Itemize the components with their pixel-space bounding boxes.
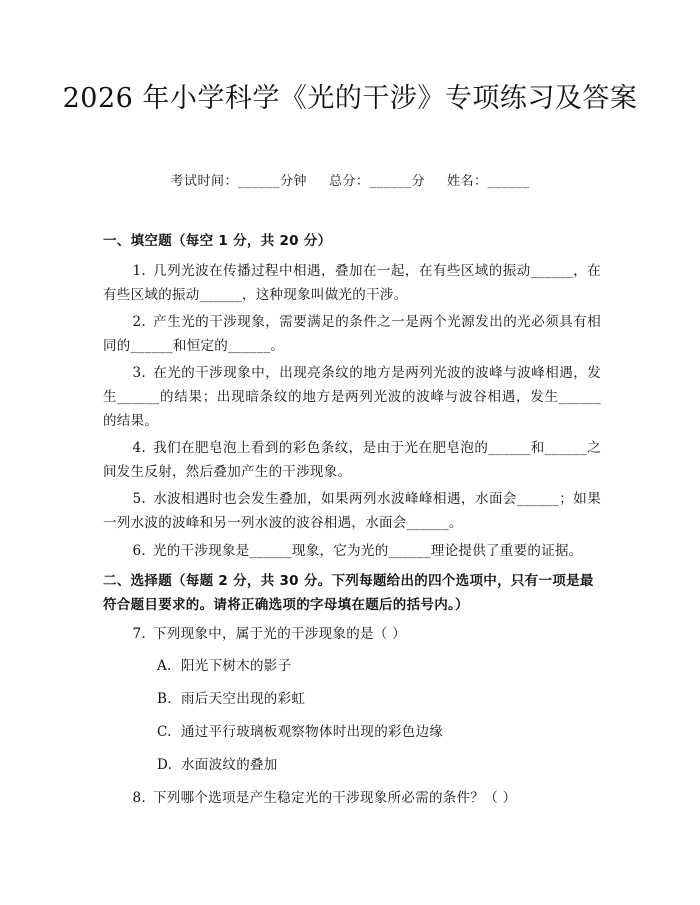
question-3 <box>103 361 601 433</box>
option-text: 通过平行玻璃板观察物体时出现的彩色边缘 <box>181 724 444 740</box>
option-letter: B. <box>157 691 172 707</box>
option-text: 雨后天空出现的彩虹 <box>181 691 306 707</box>
option-d <box>157 754 597 776</box>
question-text: 光的干涉现象是______现象，它为光的______理论提供了重要的证据。 <box>153 543 583 559</box>
option-letter: D. <box>157 757 173 773</box>
question-text: 在光的干涉现象中，出现亮条纹的地方是两列光波的波峰与波峰相遇，发生______的结果；出现暗条纹的地方是两列光波的波峰与波谷相遇，发生______的结果。 <box>103 365 601 429</box>
page-title: 2026 年小学科学《光的干涉》专项练习及答案 <box>62 83 638 114</box>
total-score-field: 总分：______分 <box>328 174 425 189</box>
question-text: 下列现象中，属于光的干涉现象的是（ ） <box>153 626 406 642</box>
question-4 <box>103 436 601 484</box>
option-a <box>157 655 597 677</box>
option-letter: A. <box>157 658 172 674</box>
question-8 <box>103 786 601 810</box>
question-text: 几列光波在传播过程中相遇，叠加在一起，在有些区域的振动______，在有些区域的振动______，这种现象叫做光的干涉。 <box>103 263 601 303</box>
section-heading-fill-in: 一、填空题（每空 1 分，共 20 分） <box>103 233 332 249</box>
option-c <box>157 721 597 743</box>
question-text: 我们在肥皂泡上看到的彩色条纹，是由于光在肥皂泡的______和______之间发生反射，然后叠加产生的干涉现象。 <box>103 440 601 480</box>
question-number: 4. <box>132 440 146 456</box>
option-letter: C. <box>157 724 172 740</box>
question-text: 水波相遇时也会发生叠加，如果两列水波峰峰相遇，水面会______；如果一列水波的波峰和另一列水波的波谷相遇，水面会______。 <box>103 491 601 531</box>
question-text: 产生光的干涉现象，需要满足的条件之一是两个光源发出的光必须具有相同的______和恒定的______。 <box>103 314 601 354</box>
question-number: 1. <box>132 263 146 279</box>
question-5 <box>103 487 601 535</box>
exam-time-field: 考试时间：______分钟 <box>170 174 307 189</box>
question-2 <box>103 310 601 358</box>
question-number: 6. <box>132 543 146 559</box>
question-text: 下列哪个选项是产生稳定光的干涉现象所必需的条件？（ ） <box>153 790 517 806</box>
question-7 <box>103 622 601 646</box>
question-number: 5. <box>132 491 146 507</box>
question-number: 7. <box>132 626 146 642</box>
exam-meta <box>0 170 700 189</box>
question-1 <box>103 259 601 307</box>
question-6 <box>103 539 601 563</box>
question-number: 2. <box>132 314 146 330</box>
question-number: 8. <box>132 790 146 806</box>
option-b <box>157 688 597 710</box>
student-name-field: 姓名：______ <box>447 174 530 189</box>
section-heading-multiple-choice: 二、选择题（每题 2 分，共 30 分。下列每题给出的四个选项中，只有一项是最符合题目要求的。请将正确选项的字母填在题后的括号内。） <box>103 573 594 613</box>
option-text: 水面波纹的叠加 <box>181 757 278 773</box>
question-number: 3. <box>132 365 146 381</box>
option-text: 阳光下树木的影子 <box>181 658 292 674</box>
